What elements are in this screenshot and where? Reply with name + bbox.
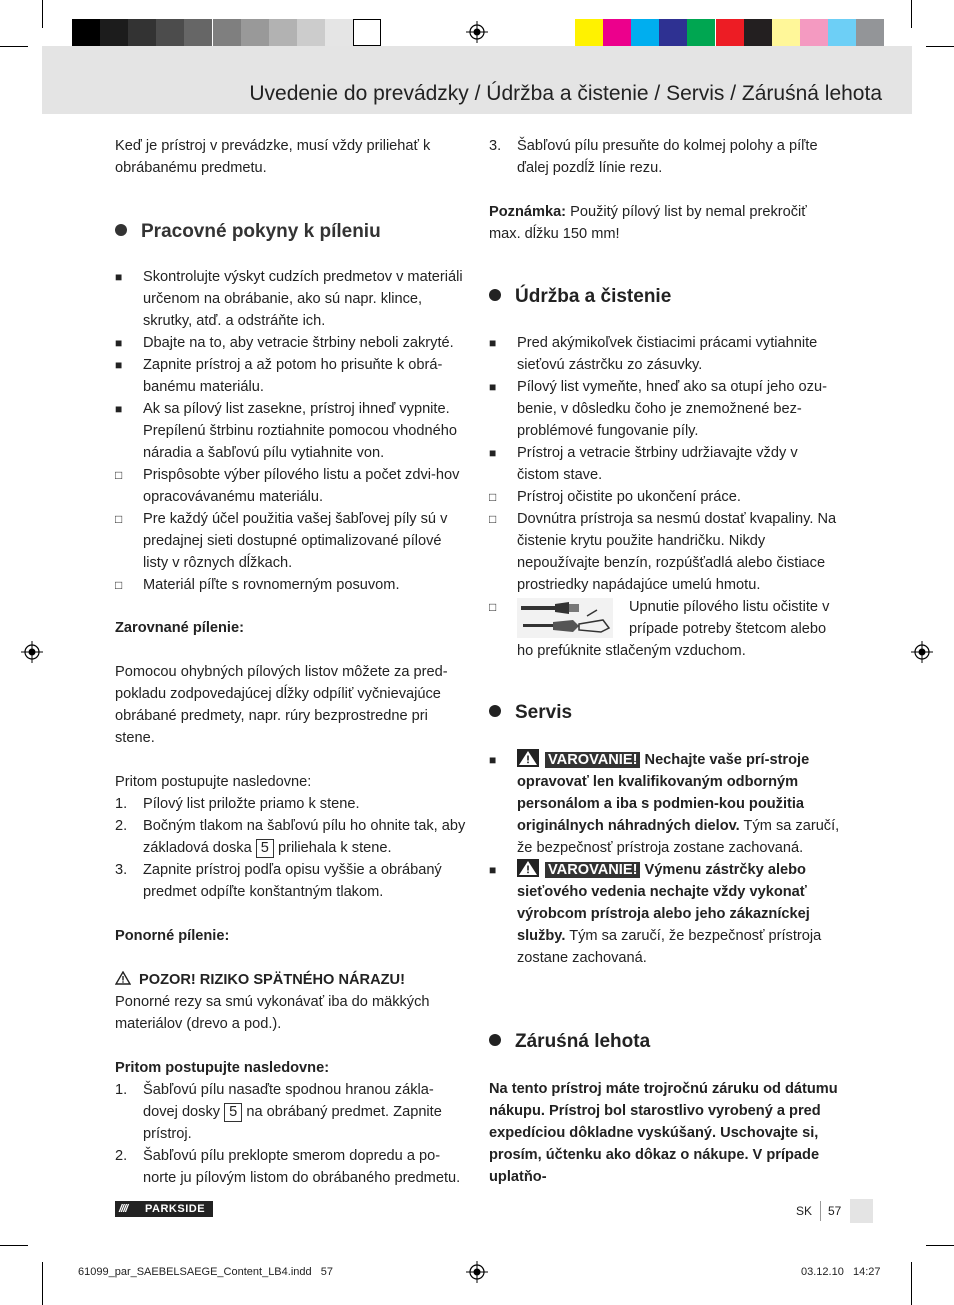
list-item (489, 508, 841, 596)
process-swatch (828, 19, 856, 46)
bullet-dot-icon (489, 1034, 501, 1046)
intro-text: Keď je prístroj v prevádzke, musí vždy priliehať k obrábanému predmetu. (115, 138, 431, 176)
flush-cutting-block (115, 617, 467, 1189)
step-text: na obrábaný predmet. Zapnite prístroj. (143, 1104, 442, 1142)
list-item (489, 376, 841, 442)
crop-mark (0, 46, 28, 47)
grey-swatch (269, 19, 297, 46)
crop-mark (926, 1245, 954, 1246)
service-list (489, 749, 841, 969)
flush-text: Pomocou ohybných pílových listov môžete za pred-pokladu zodpovedajúcej dĺžky odpíliť vyčnievajúce obrábané predmety, napr. rúry bezprostredne pri stene. (115, 664, 448, 746)
warning-triangle-icon (517, 749, 539, 767)
list-item (115, 574, 467, 596)
bullet-marker: □ (489, 512, 497, 526)
warranty-text: Na tento prístroj máte trojročnú záruku od dátumu nákupu. Prístroj bol starostlivo vyrobený a pred expedíciou dôkladne vyskúšaný. Uschovajte si, prosím, účtenku ako dôkaz o nákupe. V prípade uplatňo- (489, 1081, 838, 1185)
cutting-instructions-list (115, 266, 467, 596)
bullet-marker: ■ (489, 380, 497, 394)
process-swatch (631, 19, 659, 46)
bullet-dot-icon (489, 289, 501, 301)
footer-divider (820, 1201, 821, 1221)
step-text: Šabľovú pílu nasaďte spodnou hranou zákla-dovej dosky (143, 1082, 434, 1120)
date-slug: 03.12.10 14:27 (801, 1266, 881, 1278)
list-item-text: Ak sa pílový list zasekne, prístroj ihneď vypnite. Prepílenú štrbinu roztiahnite pomocou vhodného náradia a šabľovú pílu vytiahnite von. (143, 401, 457, 461)
step-number: 2. (115, 818, 128, 834)
grey-swatch (213, 19, 241, 46)
section-heading-maintenance: Údržba a čistenie (489, 286, 671, 308)
bullet-dot-icon (489, 705, 501, 717)
service-bold-text: Nechajte vaše prí-stroje opravovať len kvalifikovaným odborným personálom a iba s podmien-kou použitia originálnych náhradných dielov. (517, 752, 810, 834)
grey-swatch (241, 19, 269, 46)
section-heading-service: Servis (489, 702, 572, 724)
language-code: SK (796, 1204, 813, 1218)
grey-swatch (184, 19, 212, 46)
list-item (115, 266, 467, 332)
maintenance-list (489, 332, 841, 596)
page-tab (850, 1199, 873, 1223)
parkside-logo: //// PARKSIDE (115, 1201, 213, 1217)
crop-mark (911, 1262, 912, 1305)
crop-mark (0, 1245, 28, 1246)
registration-mark-icon (466, 1261, 488, 1283)
step-number: 3. (115, 862, 128, 878)
process-swatch (575, 19, 603, 46)
flush-proc: Pritom postupujte nasledovne: (115, 774, 312, 790)
plunge-proc: Pritom postupujte nasledovne: (115, 1060, 330, 1076)
grey-swatch (325, 19, 353, 46)
crop-mark (42, 0, 43, 28)
left-column (115, 135, 467, 179)
grey-swatch (353, 19, 381, 46)
process-swatch (856, 19, 884, 46)
service-item (489, 859, 841, 969)
numbered-step (115, 1079, 467, 1145)
warning-triangle-icon (115, 971, 131, 985)
step-text: priliehala k stene. (277, 840, 392, 856)
process-swatch (603, 19, 631, 46)
list-item-text: Dovnútra prístroja sa nesmú dostať kvapaliny. Na čistenie krytu použite handričku. Nikdy nepoužívajte benzín, rozpúšťadlá alebo čistiace prostriedky napádajúce umelú hmotu. (517, 511, 837, 593)
process-swatch (800, 19, 828, 46)
list-item-text: Dbajte na to, aby vetracie štrbiny neboli zakryté. (143, 335, 454, 351)
section-heading-warranty: Záruśná lehota (489, 1031, 650, 1053)
process-swatch (687, 19, 715, 46)
warranty-block (489, 1078, 841, 1188)
service-normal-text: Tým sa zaručí, že bezpečnosť prístroja zostane zachovaná. (517, 928, 822, 966)
part-reference: 5 (256, 839, 274, 858)
process-swatch (659, 19, 687, 46)
numbered-step (115, 815, 467, 859)
list-item (115, 398, 467, 464)
bullet-marker: ■ (115, 402, 123, 416)
bullet-marker: ■ (489, 863, 497, 877)
service-bold-text: Výmenu zástrčky alebo sieťového vedenia nechajte vždy vykonať výrobcom prístroja alebo jeho zákazníckej služby. (517, 862, 810, 944)
step-text: Pílový list priložte priamo k stene. (143, 796, 360, 812)
step-number: 2. (115, 1148, 128, 1164)
list-item-text: Prispôsobte výber pílového listu a počet zdvi-hov opracovávanému materiálu. (143, 467, 460, 505)
file-slug: 61099_par_SAEBELSAEGE_Content_LB4.indd 57 (78, 1266, 334, 1278)
bullet-marker: ■ (115, 270, 123, 284)
grey-swatch (156, 19, 184, 46)
subheading-flush: Zarovnané pílenie: (115, 620, 244, 636)
plunge-steps (115, 1079, 467, 1189)
registration-mark-icon (21, 641, 43, 663)
crop-mark (911, 0, 912, 28)
bullet-marker: ■ (115, 336, 123, 350)
warning-triangle-icon (517, 859, 539, 877)
bullet-marker: ■ (489, 446, 497, 460)
service-item (489, 749, 841, 859)
list-item (489, 486, 841, 508)
list-item-text: Prístroj očistite po ukončení práce. (517, 489, 741, 505)
list-item-text: Skontrolujte výskyt cudzích predmetov v materiáli určenom na obrábanie, ako sú napr. klince, skrutky, atď. a odstráňte ich. (143, 269, 463, 329)
list-item (489, 442, 841, 486)
list-item (115, 354, 467, 398)
registration-mark-icon (911, 641, 933, 663)
bullet-marker: □ (115, 512, 123, 526)
list-item-text: Zapnite prístroj a až potom ho prisuňte k obrá-banému materiálu. (143, 357, 443, 395)
grey-swatch (297, 19, 325, 46)
bullet-dot-icon (115, 224, 127, 236)
list-item (115, 332, 467, 354)
list-item-text: Pílový list vymeňte, hneď ako sa otupí jeho ozu-benie, v dôsledku čoho je znemožnené bez-problémové fungovanie píly. (517, 379, 827, 439)
section-heading-cutting: Pracovné pokyny k píleniu (115, 221, 381, 243)
step-3: 3. Šabľovú pílu presuňte do kolmej polohy a píľte ďalej pozdĺž línie rezu. (489, 138, 818, 176)
numbered-step (115, 1145, 467, 1189)
list-item-text: Prístroj a vetracie štrbiny udržiavajte vždy v čistom stave. (517, 445, 798, 483)
crop-mark (926, 46, 954, 47)
process-swatch (772, 19, 800, 46)
subheading-plunge: Ponorné pílenie: (115, 928, 230, 944)
list-item-text: Pred akýmikoľvek čistiacimi prácami vytiahnite sieťovú zástrčku zo zásuvky. (517, 335, 818, 373)
list-item (115, 464, 467, 508)
process-swatch (716, 19, 744, 46)
list-item (115, 508, 467, 574)
grey-swatch (100, 19, 128, 46)
page-title: Uvedenie do prevádzky / Údržba a čistenie / Servis / Záruśná lehota (249, 82, 882, 105)
part-reference: 5 (224, 1103, 242, 1122)
warning-label: VAROVANIE! (545, 862, 640, 878)
right-column-top (489, 135, 841, 245)
note: Poznámka: Použitý pílový list by nemal prekročiť max. dĺžku 150 mm! (489, 204, 807, 242)
grey-swatch (128, 19, 156, 46)
bullet-marker: □ (489, 490, 497, 504)
numbered-step (115, 859, 467, 903)
step-text: Zapnite prístroj podľa opisu vyššie a obrábaný predmet odpíľte konštantným tlakom. (143, 862, 442, 900)
numbered-step (115, 793, 467, 815)
crop-mark (42, 1262, 43, 1305)
bullet-marker: □ (115, 578, 123, 592)
bullet-marker: □ (115, 468, 123, 482)
step-number: 1. (115, 796, 128, 812)
list-item-text: Pre každý účel použitia vašej šabľovej píly sú v predajnej sieti dostupné optimalizované pílové listy v rôznych dĺžkach. (143, 511, 448, 571)
process-swatch (744, 19, 772, 46)
step-number: 1. (115, 1082, 128, 1098)
registration-mark-icon (466, 21, 488, 43)
bullet-marker: ■ (115, 358, 123, 372)
bullet-marker: ■ (489, 753, 497, 767)
grey-swatch (72, 19, 100, 46)
warning-label: VAROVANIE! (545, 752, 640, 768)
step-text: Bočným tlakom na šabľovú pílu ho ohnite tak, aby základová doska (143, 818, 466, 856)
brush-item: □ Upnutie pílového listu očistite v prípade potreby štetcom alebo ho prefúknite stlačeným vzduchom. (489, 599, 830, 659)
blade-holder-cleaning-illustration (517, 598, 613, 638)
list-item-text: Materiál píľte s rovnomerným posuvom. (143, 577, 400, 593)
kickback-warning: POZOR! RIZIKO SPÄTNÉHO NÁRAZU! (115, 969, 467, 991)
list-item (489, 332, 841, 376)
step-text: Šabľovú pílu preklopte smerom dopredu a po-norte ju pílovým listom do obrábaného predmetu. (143, 1148, 461, 1186)
page-number: 57 (828, 1204, 842, 1218)
bullet-marker: ■ (489, 336, 497, 350)
flush-steps (115, 793, 467, 903)
plunge-text: Ponorné rezy sa smú vykonávať iba do mäkkých materiálov (drevo a pod.). (115, 994, 430, 1032)
service-normal-text: Tým sa zaručí, že bezpečnosť prístroja zostane zachovaná. (517, 818, 840, 856)
